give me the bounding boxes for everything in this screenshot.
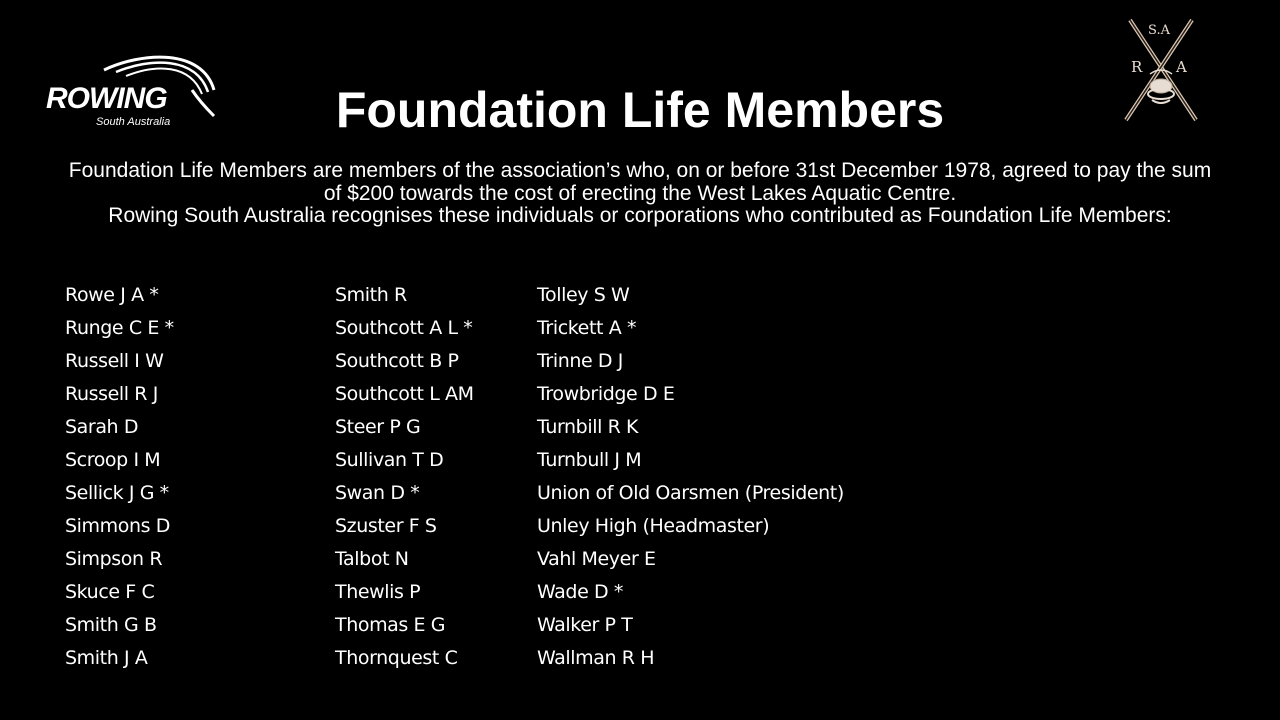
member-name: Tolley S W (537, 284, 630, 306)
member-name: Wallman R H (537, 647, 655, 669)
member-name: Skuce F C (65, 581, 155, 603)
member-name: Thewlis P (335, 581, 421, 603)
member-name: Wade D * (537, 581, 623, 603)
sara-letter-a: A (1176, 58, 1187, 76)
member-name: Trinne D J (537, 350, 623, 372)
member-name: Thornquest C (335, 647, 458, 669)
member-name: Vahl Meyer E (537, 548, 656, 570)
member-name: Trowbridge D E (537, 383, 675, 405)
intro-paragraph-1: Foundation Life Members are members of the association’s who, on or before 31st December 1978, agreed to pay the sum of $200 towards the cost of erecting the West Lakes Aquatic Centre. (68, 159, 1212, 205)
member-name: Russell I W (65, 350, 164, 372)
member-name: Smith R (335, 284, 407, 306)
member-name: Smith G B (65, 614, 157, 636)
intro-paragraph-2: Rowing South Australia recognises these individuals or corporations who contributed as Foundation Life Members: (108, 204, 1172, 227)
member-name: Trickett A * (537, 317, 637, 339)
member-name: Scroop I M (65, 449, 161, 471)
logo-wordmark: ROWING (46, 82, 167, 115)
members-column-1 (65, 280, 174, 676)
member-name: Steer P G (335, 416, 421, 438)
member-name: Sellick J G * (65, 482, 169, 504)
member-name: Rowe J A * (65, 284, 159, 306)
members-column-3 (537, 280, 844, 676)
member-name: Southcott A L * (335, 317, 473, 339)
member-name: Thomas E G (335, 614, 446, 636)
sara-letter-r: R (1131, 58, 1143, 76)
member-name: Southcott B P (335, 350, 459, 372)
member-name: Russell R J (65, 383, 158, 405)
member-name: Szuster F S (335, 515, 437, 537)
member-name: Swan D * (335, 482, 420, 504)
member-name: Simpson R (65, 548, 163, 570)
sara-letters-top: S.A (1148, 23, 1170, 38)
member-name: Smith J A (65, 647, 148, 669)
member-name: Sarah D (65, 416, 139, 438)
page-title: Foundation Life Members (335, 82, 945, 138)
member-name: Southcott L AM (335, 383, 474, 405)
member-name: Runge C E * (65, 317, 174, 339)
member-name: Turnbill R K (537, 416, 639, 438)
intro-text (60, 160, 1220, 228)
member-name: Talbot N (335, 548, 409, 570)
member-name: Sullivan T D (335, 449, 444, 471)
member-name: Turnbull J M (537, 449, 642, 471)
logo-subtitle: South Australia (96, 116, 171, 128)
member-name: Unley High (Headmaster) (537, 515, 770, 537)
member-name: Simmons D (65, 515, 170, 537)
sara-crossed-oars-logo (1118, 14, 1204, 126)
member-name: Walker P T (537, 614, 633, 636)
member-name: Union of Old Oarsmen (President) (537, 482, 844, 504)
members-column-2 (335, 280, 474, 676)
